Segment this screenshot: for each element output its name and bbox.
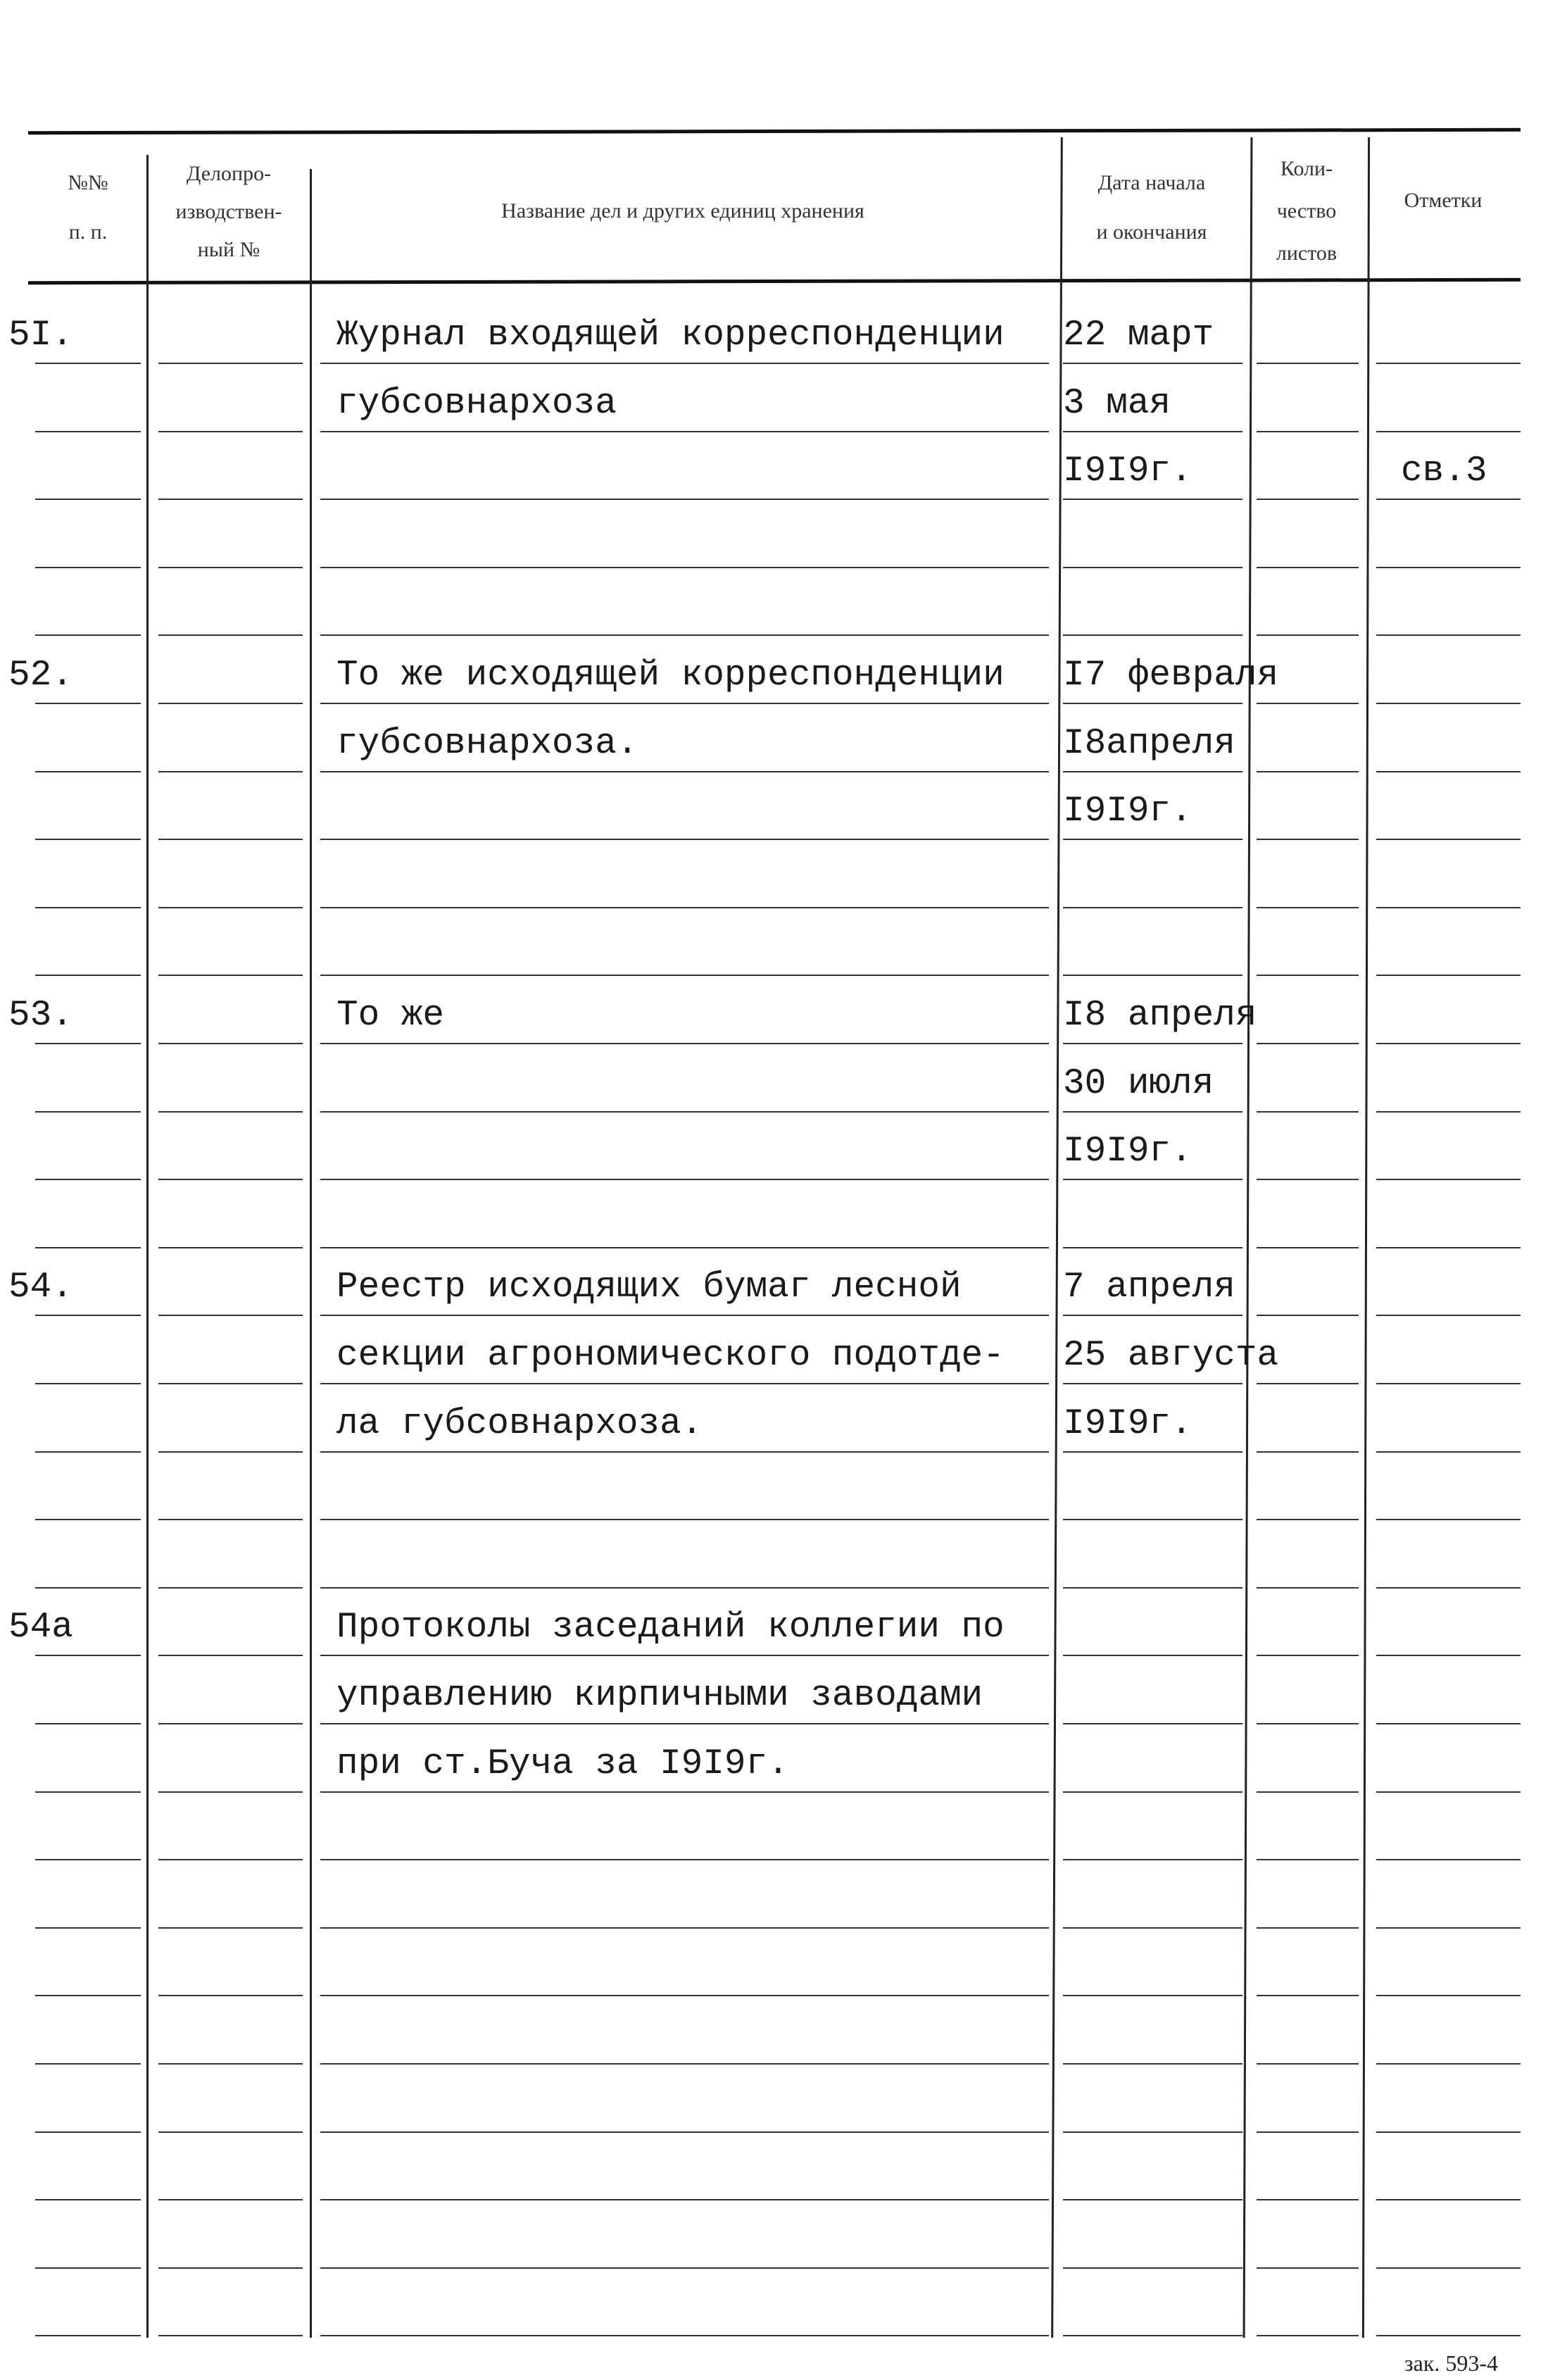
header-number-line: п. п. <box>68 220 108 244</box>
row-dates: 25 августа <box>1063 1336 1279 1376</box>
table-row <box>0 1248 1548 1316</box>
table-row <box>0 1044 1548 1113</box>
table-row <box>0 704 1548 772</box>
header-office-line: Делопро- <box>186 162 272 185</box>
header-sheets <box>1250 148 1363 275</box>
header-office-line: изводствен- <box>175 200 282 223</box>
table-row <box>0 2268 1548 2336</box>
row-dates: I9I9г. <box>1063 1132 1193 1172</box>
table-row <box>0 1656 1548 1724</box>
row-number: 52. <box>8 656 73 696</box>
header-dates-line: и окончания <box>1096 220 1207 244</box>
row-dates: I9I9г. <box>1063 1403 1193 1444</box>
table-row <box>0 364 1548 432</box>
table-row <box>0 1792 1548 1860</box>
header-title: Название дел и других единиц хранения <box>501 199 864 223</box>
row-title: при ст.Буча за I9I9г. <box>336 1743 789 1784</box>
row-title: Реестр исходящих бумаг лесной <box>336 1267 962 1308</box>
header-office-line: ный № <box>197 238 260 261</box>
table-row <box>0 1724 1548 1793</box>
table-row <box>0 1928 1548 1996</box>
table-row <box>0 1316 1548 1384</box>
table-row <box>0 1860 1548 1929</box>
table-row <box>0 908 1548 976</box>
row-rule <box>320 2335 1049 2336</box>
row-dates: 22 март <box>1063 315 1214 356</box>
header-top-rule <box>28 128 1521 134</box>
row-number: 53. <box>8 996 73 1036</box>
table-row <box>0 1384 1548 1453</box>
table-row <box>0 976 1548 1044</box>
table-row <box>0 1112 1548 1180</box>
table-row <box>0 840 1548 908</box>
row-number: 54а <box>8 1608 73 1648</box>
header-sheets-line: чество <box>1276 199 1337 223</box>
row-dates: I8апреля <box>1063 723 1235 764</box>
row-dates: I8 апреля <box>1063 996 1257 1036</box>
header-notes: Отметки <box>1404 189 1483 212</box>
table-row <box>0 1996 1548 2065</box>
row-rule <box>158 2335 303 2336</box>
row-rule <box>1257 2335 1359 2336</box>
row-dates: I9I9г. <box>1063 451 1193 492</box>
table-row <box>0 636 1548 704</box>
row-title: секции агрономического подотде- <box>336 1336 1005 1376</box>
row-dates: I7 февраля <box>1063 656 1279 696</box>
table-row <box>0 568 1548 636</box>
header-dates <box>1059 158 1244 257</box>
table-row <box>0 1588 1548 1656</box>
row-number: 5I. <box>8 315 73 356</box>
row-dates: 30 июля <box>1063 1063 1214 1104</box>
table-row <box>0 772 1548 840</box>
table-row <box>0 432 1548 500</box>
header-sheets-line: Коли- <box>1280 157 1333 180</box>
row-notes: св.3 <box>1401 451 1487 492</box>
header-number <box>35 158 141 257</box>
table-row <box>0 1180 1548 1248</box>
header-dates-line: Дата начала <box>1097 171 1206 194</box>
row-title: управлению кирпичными заводами <box>336 1676 983 1716</box>
row-title: Журнал входящей корреспонденции <box>336 315 1005 356</box>
table-row <box>0 2200 1548 2269</box>
header-office-number <box>151 155 306 269</box>
table-row <box>0 2065 1548 2133</box>
header-number-line: №№ <box>68 171 108 194</box>
row-rule <box>1376 2335 1521 2336</box>
header-sheets-line: листов <box>1276 242 1338 265</box>
row-title: губсовнархоза. <box>336 723 638 764</box>
row-title: То же <box>336 996 445 1036</box>
table-row <box>0 2132 1548 2200</box>
row-rule <box>35 2335 141 2336</box>
table-row <box>0 1452 1548 1520</box>
table-row <box>0 1520 1548 1589</box>
row-dates: 3 мая <box>1063 383 1171 424</box>
table-row <box>0 296 1548 364</box>
row-rule <box>1063 2335 1242 2336</box>
table-row <box>0 500 1548 568</box>
print-order-number: зак. 593-4 <box>1404 2350 1499 2376</box>
row-title: ла губсовнархоза. <box>336 1403 703 1444</box>
row-title: То же исходящей корреспонденции <box>336 656 1005 696</box>
row-title: губсовнархоза <box>336 383 617 424</box>
row-dates: I9I9г. <box>1063 791 1193 832</box>
row-dates: 7 апреля <box>1063 1267 1235 1308</box>
row-number: 54. <box>8 1267 73 1308</box>
header-bottom-rule <box>28 278 1521 284</box>
row-title: Протоколы заседаний коллегии по <box>336 1608 1005 1648</box>
